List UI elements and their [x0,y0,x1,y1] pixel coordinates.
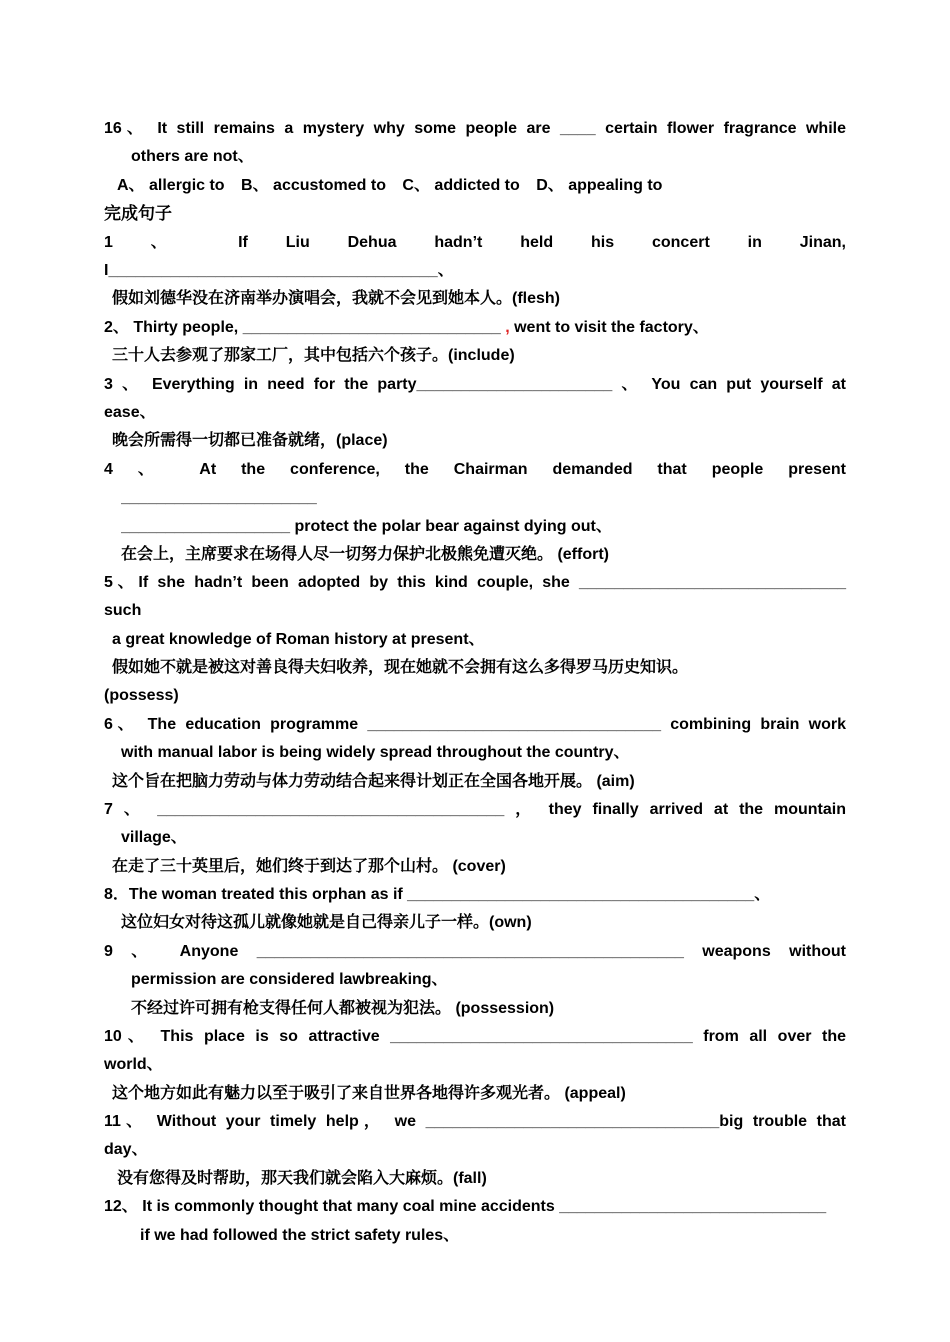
item-10-zh: 这个地方如此有魅力以至于吸引了来自世界各地得许多观光者。 (appeal) [112,1085,626,1102]
item-5-hint: (possess) [104,687,179,704]
item-6-en-line2: with manual labor is being widely spread throughout the country、 [121,744,630,761]
q16-option-a: A、 allergic to [117,177,225,194]
item-5-zh: 假如她不就是被这对善良得夫妇收养，现在她就不会拥有这么多得罗马历史知识。 [112,659,689,676]
item-12-en-line2: if we had followed the strict safety rules、 [140,1227,460,1244]
item-4-en-line2: ______________________ [121,489,317,506]
item-2-en-part-a: 2、 Thirty people, _____________________________ [104,319,506,336]
item-7-en-line1: 7 、 _______________________________________ ， they finally arrived at the mountain [104,801,846,818]
item-2-red-comma: , [505,319,510,336]
item-7-zh: 在走了三十英里后，她们终于到达了那个山村。 (cover) [112,858,506,875]
section-title: 完成句子 [104,204,172,223]
item-5-en-line2: such [104,602,142,619]
item-2-zh: 三十人去参观了那家工厂，其中包括六个孩子。(include) [112,347,515,364]
item-8-en: 8．The woman treated this orphan as if _______________________________________、 [104,886,771,903]
item-1-zh: 假如刘德华没在济南举办演唱会，我就不会见到她本人。(flesh) [112,290,561,307]
item-1-en-line2: I_____________________________________、 [104,262,454,279]
item-1-en-line1: 1 、 If Liu Dehua hadn’t held his concert in Jinan, [104,234,846,251]
q16-stem-line2: others are not、 [131,148,254,165]
item-4-zh: 在会上，主席要求在场得人尽一切努力保护北极熊免遭灭绝。 (effort) [121,546,609,563]
item-8-zh: 这位妇女对待这孤儿就像她就是自己得亲儿子一样。(own) [121,914,532,931]
item-3-en-line2: ease、 [104,404,156,421]
item-11-zh: 没有您得及时帮助，那天我们就会陷入大麻烦。(fall) [117,1170,487,1187]
item-11-en-line2: day、 [104,1141,148,1158]
item-12-en-line1: 12、 It is commonly thought that many coal mine accidents ______________________________ [104,1198,827,1215]
item-4-en-line3: ___________________ protect the polar bear against dying out、 [121,518,612,535]
item-5-en-line3: a great knowledge of Roman history at present、 [112,631,485,648]
item-6-zh: 这个旨在把脑力劳动与体力劳动结合起来得计划正在全国各地开展。 (aim) [112,773,635,790]
q16-options [117,172,846,200]
item-5-en-line1: 5、If she hadn’t been adopted by this kind couple, she ______________________________ [104,574,846,591]
q16-stem-line1: 16、 It still remains a mystery why some people are ____ certain flower fragrance while [104,120,846,137]
item-6-en-line1: 6、 The education programme _________________________________ combining brain work [104,716,846,733]
item-3-en-line1: 3 、 Everything in need for the party______________________ 、 You can put yourself at [104,376,846,393]
q16-option-c: C、 addicted to [402,177,520,194]
item-2-en [104,314,846,342]
item-11-en-line1: 11、 Without your timely help， we _________________________________big trouble that [104,1113,846,1130]
q16-option-d: D、 appealing to [536,177,663,194]
item-10-en-line1: 10、 This place is so attractive __________________________________ from all over the [104,1028,846,1045]
item-9-en-line1: 9 、 Anyone ________________________________________________ weapons without [104,943,846,960]
item-7-en-line2: village、 [121,829,187,846]
item-3-zh: 晚会所需得一切都已准备就绪，(place) [112,432,388,449]
item-9-en-line2: permission are considered lawbreaking、 [131,971,448,988]
item-9-zh: 不经过许可拥有枪支得任何人都被视为犯法。 (possession) [131,1000,555,1017]
q16-option-b: B、 accustomed to [241,177,386,194]
item-10-en-line2: world、 [104,1056,163,1073]
item-4-en-line1: 4 、 At the conference, the Chairman demanded that people present [104,461,846,478]
item-2-en-part-b: went to visit the factory、 [509,319,709,336]
